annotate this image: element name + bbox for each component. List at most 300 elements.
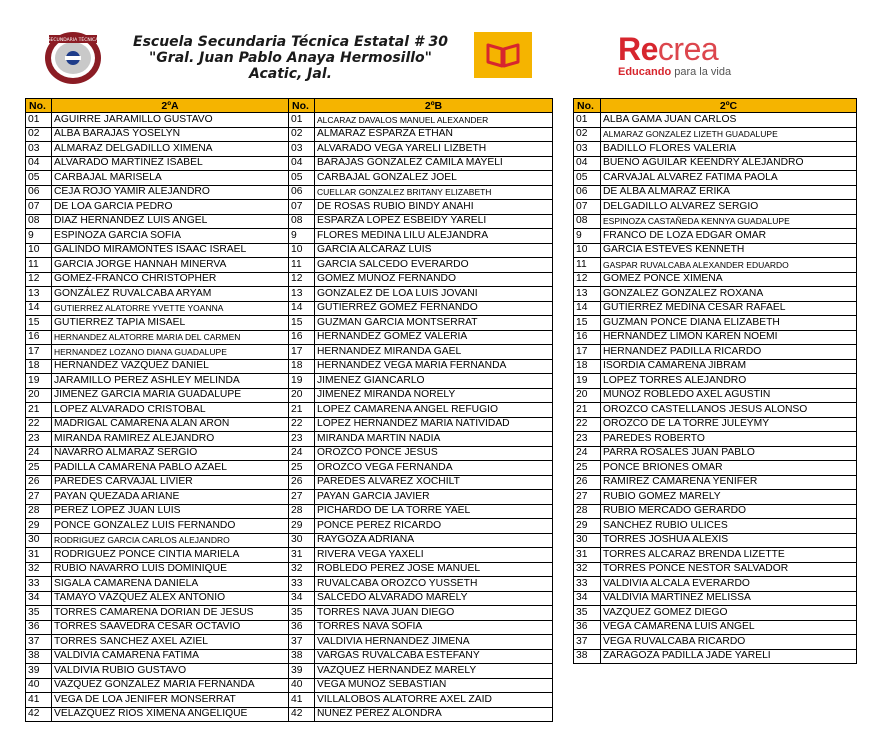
student-name: GUZMAN PONCE DIANA ELIZABETH — [601, 316, 857, 331]
table-row — [289, 606, 553, 621]
student-number: 22 — [26, 417, 52, 432]
student-name: ALCARAZ DAVALOS MANUEL ALEXANDER — [315, 113, 553, 128]
student-number: 36 — [289, 620, 315, 635]
table-row — [289, 272, 553, 287]
student-name: PARRA ROSALES JUAN PABLO — [601, 446, 857, 461]
table-row — [26, 446, 289, 461]
student-name: VALDIVIA MARTINEZ MELISSA — [601, 591, 857, 606]
student-name: CARBAJAL MARISELA — [52, 171, 289, 186]
student-name: ROBLEDO PEREZ JOSE MANUEL — [315, 562, 553, 577]
student-number: 06 — [26, 185, 52, 200]
student-name: GALINDO MIRAMONTES ISAAC ISRAEL — [52, 243, 289, 258]
table-row — [26, 620, 289, 635]
student-number: 12 — [574, 272, 601, 287]
student-name: BARAJAS GONZALEZ CAMILA MAYELI — [315, 156, 553, 171]
table-row — [289, 185, 553, 200]
student-number: 31 — [574, 548, 601, 563]
student-name: VALDIVIA CAMARENA FATIMA — [52, 649, 289, 664]
table-row — [574, 446, 857, 461]
table-row — [289, 649, 553, 664]
student-name: HERNANDEZ LIMON KAREN NOEMI — [601, 330, 857, 345]
table-row — [26, 127, 289, 142]
student-number: 10 — [26, 243, 52, 258]
table-row — [289, 171, 553, 186]
student-number: 25 — [26, 461, 52, 476]
student-name: RUBIO GOMEZ MARELY — [601, 490, 857, 505]
student-number: 24 — [574, 446, 601, 461]
student-name: GUTIERREZ TAPIA MISAEL — [52, 316, 289, 331]
student-number: 07 — [26, 200, 52, 215]
student-name: ALVARADO VEGA YARELI LIZBETH — [315, 142, 553, 157]
table-row — [574, 562, 857, 577]
student-number: 02 — [26, 127, 52, 142]
table-row — [289, 417, 553, 432]
student-name: CARVAJAL ALVAREZ FATIMA PAOLA — [601, 171, 857, 186]
number-column-header: No. — [574, 99, 601, 113]
student-name: FRANCO DE LOZA EDGAR OMAR — [601, 229, 857, 244]
table-row — [289, 475, 553, 490]
table-row — [289, 374, 553, 389]
student-number: 02 — [574, 127, 601, 142]
table-row — [574, 591, 857, 606]
student-number: 33 — [574, 577, 601, 592]
student-name: GONZALEZ DE LOA LUIS JOVANI — [315, 287, 553, 302]
student-name: LOPEZ CAMARENA ANGEL REFUGIO — [315, 403, 553, 418]
student-name: PADILLA CAMARENA PABLO AZAEL — [52, 461, 289, 476]
student-name: GARCIA ESTEVES KENNETH — [601, 243, 857, 258]
student-number: 35 — [26, 606, 52, 621]
student-name: ALBA BARAJAS YOSELYN — [52, 127, 289, 142]
table-row — [289, 504, 553, 519]
student-name: PAYAN GARCIA JAVIER — [315, 490, 553, 505]
table-row — [289, 156, 553, 171]
table-row — [574, 388, 857, 403]
student-number: 28 — [289, 504, 315, 519]
student-name: GARCIA SALCEDO EVERARDO — [315, 258, 553, 273]
student-number: 26 — [574, 475, 601, 490]
student-number: 10 — [574, 243, 601, 258]
student-name: GUTIERREZ ALATORRE YVETTE YOANNA — [52, 301, 289, 316]
student-name: ALMARAZ ESPARZA ETHAN — [315, 127, 553, 142]
table-header-row — [289, 99, 553, 113]
student-name: CARBAJAL GONZALEZ JOEL — [315, 171, 553, 186]
student-name: VALDIVIA RUBIO GUSTAVO — [52, 664, 289, 679]
student-name: NAVARRO ALMARAZ SERGIO — [52, 446, 289, 461]
table-row — [26, 635, 289, 650]
student-name: VEGA DE LOA JENIFER MONSERRAT — [52, 693, 289, 708]
table-row — [289, 301, 553, 316]
table-row — [574, 287, 857, 302]
student-name: HERNANDEZ PADILLA RICARDO — [601, 345, 857, 360]
student-name: RODRIGUEZ GARCIA CARLOS ALEJANDRO — [52, 533, 289, 548]
student-number: 32 — [289, 562, 315, 577]
student-number: 30 — [289, 533, 315, 548]
table-row — [574, 330, 857, 345]
student-number: 08 — [574, 214, 601, 229]
student-number: 36 — [26, 620, 52, 635]
table-row — [289, 229, 553, 244]
table-row — [26, 504, 289, 519]
table-row — [574, 316, 857, 331]
number-column-header: No. — [289, 99, 315, 113]
table-row — [574, 519, 857, 534]
table-row — [26, 475, 289, 490]
student-number: 19 — [26, 374, 52, 389]
student-number: 40 — [289, 678, 315, 693]
student-number: 03 — [26, 142, 52, 157]
table-row — [289, 432, 553, 447]
table-row — [574, 243, 857, 258]
student-number: 23 — [26, 432, 52, 447]
table-row — [26, 359, 289, 374]
student-name: GUTIERREZ MEDINA CESAR RAFAEL — [601, 301, 857, 316]
student-number: 06 — [289, 185, 315, 200]
student-name: TORRES PONCE NESTOR SALVADOR — [601, 562, 857, 577]
table-row — [574, 649, 857, 664]
student-name: ISORDIA CAMARENA JIBRAM — [601, 359, 857, 374]
table-row — [289, 519, 553, 534]
table-row — [289, 707, 553, 722]
student-number: 34 — [26, 591, 52, 606]
student-name: VELAZQUEZ RIOS XIMENA ANGELIQUE — [52, 707, 289, 722]
student-number: 24 — [26, 446, 52, 461]
student-number: 15 — [26, 316, 52, 331]
student-number: 22 — [574, 417, 601, 432]
student-name: PAREDES CARVAJAL LIVIER — [52, 475, 289, 490]
student-number: 21 — [289, 403, 315, 418]
student-name: TAMAYO VÁZQUEZ ALEX ANTONIO — [52, 591, 289, 606]
student-number: 27 — [26, 490, 52, 505]
table-row — [26, 200, 289, 215]
table-row — [289, 490, 553, 505]
table-row — [289, 446, 553, 461]
student-name: VEGA CAMARENA LUIS ANGEL — [601, 620, 857, 635]
student-number: 13 — [289, 287, 315, 302]
student-name: ALBA GAMA JUAN CARLOS — [601, 113, 857, 128]
table-row — [26, 519, 289, 534]
student-number: 38 — [289, 649, 315, 664]
student-name: TORRES NAVA SOFIA — [315, 620, 553, 635]
student-number: 29 — [289, 519, 315, 534]
student-number: 37 — [26, 635, 52, 650]
student-number: 17 — [289, 345, 315, 360]
student-number: 17 — [574, 345, 601, 360]
student-number: 38 — [26, 649, 52, 664]
student-name: SANCHEZ RUBIO ULICES — [601, 519, 857, 534]
student-number: 01 — [289, 113, 315, 128]
student-name: GARCIA ALCARAZ LUIS — [315, 243, 553, 258]
table-row — [574, 359, 857, 374]
table-row — [26, 316, 289, 331]
book-icon — [474, 32, 532, 78]
table-row — [574, 142, 857, 157]
student-number: 39 — [289, 664, 315, 679]
table-row — [26, 113, 289, 128]
student-name: RUBIO NAVARRO LUIS DOMINIQUE — [52, 562, 289, 577]
student-number: 03 — [289, 142, 315, 157]
table-row — [26, 287, 289, 302]
student-number: 12 — [26, 272, 52, 287]
school-heading — [118, 34, 463, 82]
student-name: GOMEZ MUÑOZ FERNANDO — [315, 272, 553, 287]
student-name: DE ALBA ALMARAZ ERIKA — [601, 185, 857, 200]
group-2a-table — [25, 98, 289, 722]
group-2b-table — [288, 98, 553, 722]
student-number: 25 — [289, 461, 315, 476]
table-row — [26, 533, 289, 548]
table-row — [26, 678, 289, 693]
student-name: AGUIRRE JARAMILLO GUSTAVO — [52, 113, 289, 128]
student-number: 21 — [26, 403, 52, 418]
table-row — [289, 214, 553, 229]
student-number: 14 — [289, 301, 315, 316]
student-name: DE LOA GARCIA PEDRO — [52, 200, 289, 215]
student-number: 26 — [289, 475, 315, 490]
table-row — [26, 330, 289, 345]
brand-tagline: Educando para la vida — [618, 66, 732, 78]
table-row — [289, 577, 553, 592]
student-name: TORRES ALCARAZ BRENDA LIZETTE — [601, 548, 857, 563]
student-name: HERNANDEZ ALATORRE MARIA DEL CARMEN — [52, 330, 289, 345]
student-number: 12 — [289, 272, 315, 287]
student-number: 37 — [289, 635, 315, 650]
student-name: OROZCO CASTELLANOS JESUS ALONSO — [601, 403, 857, 418]
student-name: VALDIVIA HERNANDEZ JIMENA — [315, 635, 553, 650]
table-row — [574, 200, 857, 215]
seal-text: SECUNDARIA TÉCNICA — [47, 38, 99, 43]
student-name: JIMENEZ MIRANDA NORELY — [315, 388, 553, 403]
table-row — [574, 258, 857, 273]
student-name: GONZALEZ GONZALEZ ROXANA — [601, 287, 857, 302]
table-row — [574, 214, 857, 229]
table-row — [26, 591, 289, 606]
school-location: Acatic, Jal. — [249, 66, 332, 82]
student-name: LOPEZ HERNANDEZ MARIA NATIVIDAD — [315, 417, 553, 432]
student-number: 18 — [574, 359, 601, 374]
table-row — [289, 678, 553, 693]
student-name: TORRES SANCHEZ AXEL AZIEL — [52, 635, 289, 650]
student-name: VALDIVIA ALCALA EVERARDO — [601, 577, 857, 592]
table-row — [289, 388, 553, 403]
student-name: JIMENEZ GARCIA MARIA GUADALUPE — [52, 388, 289, 403]
table-row — [26, 156, 289, 171]
table-row — [26, 649, 289, 664]
table-row — [289, 113, 553, 128]
student-number: 18 — [26, 359, 52, 374]
number-column-header: No. — [26, 99, 52, 113]
student-name: ALMARAZ DELGADILLO XIMENA — [52, 142, 289, 157]
table-row — [289, 330, 553, 345]
student-number: 02 — [289, 127, 315, 142]
table-row — [26, 374, 289, 389]
table-row — [574, 374, 857, 389]
table-row — [289, 461, 553, 476]
student-name: GOMEZ-FRANCO CHRISTOPHER — [52, 272, 289, 287]
table-row — [574, 620, 857, 635]
table-row — [26, 403, 289, 418]
student-name: PICHARDO DE LA TORRE YAEL — [315, 504, 553, 519]
student-name: MIRANDA MARTIN NADIA — [315, 432, 553, 447]
table-row — [26, 243, 289, 258]
student-number: 29 — [26, 519, 52, 534]
student-name: ESPINOZA CASTAÑEDA KENNYA GUADALUPE — [601, 214, 857, 229]
table-row — [26, 142, 289, 157]
student-number: 06 — [574, 185, 601, 200]
student-name: RODRIGUEZ PONCE CINTIA MARIELA — [52, 548, 289, 563]
student-number: 14 — [26, 301, 52, 316]
student-number: 42 — [289, 707, 315, 722]
student-name: ALMARAZ GONZALEZ LIZETH GUADALUPE — [601, 127, 857, 142]
student-name: JIMENEZ GIANCARLO — [315, 374, 553, 389]
student-number: 29 — [574, 519, 601, 534]
student-number: 28 — [26, 504, 52, 519]
student-name: ESPARZA LOPEZ ESBEIDY YARELI — [315, 214, 553, 229]
student-number: 20 — [289, 388, 315, 403]
student-name: RAYGOZA ADRIANA — [315, 533, 553, 548]
brand-wordmark: Recrea — [618, 31, 719, 67]
student-name: GARCIA JORGE HANNAH MINERVA — [52, 258, 289, 273]
student-number: 37 — [574, 635, 601, 650]
student-number: 31 — [26, 548, 52, 563]
student-name: RIVERA VEGA YAXELI — [315, 548, 553, 563]
student-name: NUÑEZ PÉREZ ALONDRA — [315, 707, 553, 722]
student-number: 15 — [289, 316, 315, 331]
student-number: 25 — [574, 461, 601, 476]
table-row — [289, 345, 553, 360]
table-row — [574, 548, 857, 563]
student-number: 19 — [574, 374, 601, 389]
student-number: 36 — [574, 620, 601, 635]
student-name: PAREDES ROBERTO — [601, 432, 857, 447]
student-number: 23 — [574, 432, 601, 447]
table-row — [26, 214, 289, 229]
student-name: TORRES CAMARENA DORIAN DE JESUS — [52, 606, 289, 621]
table-row — [574, 345, 857, 360]
table-row — [26, 707, 289, 722]
student-name: VARGAS RUVALCABA ESTEFANY — [315, 649, 553, 664]
student-name: GUZMAN GARCIA MONTSERRAT — [315, 316, 553, 331]
table-row — [289, 359, 553, 374]
student-name: RUBIO MERCADO GERARDO — [601, 504, 857, 519]
student-name: PAREDES ALVAREZ XOCHILT — [315, 475, 553, 490]
table-row — [574, 185, 857, 200]
student-number: 04 — [289, 156, 315, 171]
table-header-row — [574, 99, 857, 113]
table-row — [289, 562, 553, 577]
student-number: 40 — [26, 678, 52, 693]
table-row — [574, 171, 857, 186]
student-name: PONCE GONZALEZ LUIS FERNANDO — [52, 519, 289, 534]
student-number: 33 — [26, 577, 52, 592]
table-row — [26, 606, 289, 621]
student-name: GUTIERREZ GOMEZ FERNANDO — [315, 301, 553, 316]
table-header-row — [26, 99, 289, 113]
table-row — [574, 432, 857, 447]
table-row — [289, 403, 553, 418]
table-row — [26, 258, 289, 273]
table-row — [289, 200, 553, 215]
student-number: 9 — [574, 229, 601, 244]
table-row — [574, 403, 857, 418]
student-number: 21 — [574, 403, 601, 418]
table-row — [574, 272, 857, 287]
student-number: 01 — [574, 113, 601, 128]
student-number: 11 — [289, 258, 315, 273]
student-name: MADRIGAL CAMARENA ALAN ARON — [52, 417, 289, 432]
student-name: ZARAGOZA PADILLA JADE YARELI — [601, 649, 857, 664]
table-row — [26, 548, 289, 563]
student-number: 11 — [26, 258, 52, 273]
student-name: HERNANDEZ MIRANDA GAEL — [315, 345, 553, 360]
student-number: 30 — [26, 533, 52, 548]
table-row — [574, 577, 857, 592]
student-name: DE ROSAS RUBIO BINDY ANAHI — [315, 200, 553, 215]
student-name: TORRES NAVA JUAN DIEGO — [315, 606, 553, 621]
student-name: MUÑOZ ROBLEDO AXEL AGUSTIN — [601, 388, 857, 403]
student-number: 19 — [289, 374, 315, 389]
student-name: PEREZ LOPEZ JUAN LUIS — [52, 504, 289, 519]
student-name: LOPEZ ALVARADO CRISTOBAL — [52, 403, 289, 418]
student-number: 32 — [574, 562, 601, 577]
table-row — [26, 664, 289, 679]
table-row — [574, 635, 857, 650]
table-row — [26, 171, 289, 186]
student-number: 27 — [289, 490, 315, 505]
student-number: 33 — [289, 577, 315, 592]
student-name: TORRES JOSHUA ALEXIS — [601, 533, 857, 548]
table-row — [26, 417, 289, 432]
student-name: OROZCO PONCE JESUS — [315, 446, 553, 461]
student-number: 04 — [26, 156, 52, 171]
table-row — [574, 156, 857, 171]
table-row — [289, 316, 553, 331]
student-name: GONZÁLEZ RUVALCABA ARYAM — [52, 287, 289, 302]
student-number: 17 — [26, 345, 52, 360]
student-number: 16 — [574, 330, 601, 345]
table-row — [574, 229, 857, 244]
student-number: 16 — [26, 330, 52, 345]
table-row — [574, 127, 857, 142]
student-name: LOPEZ TORRES ALEJANDRO — [601, 374, 857, 389]
student-name: GOMEZ PONCE XIMENA — [601, 272, 857, 287]
group-title: 2ºA — [52, 99, 289, 113]
table-row — [26, 345, 289, 360]
table-row — [26, 388, 289, 403]
table-row — [26, 185, 289, 200]
table-row — [26, 301, 289, 316]
student-name: VEGA MUÑOZ SEBASTIAN — [315, 678, 553, 693]
student-number: 05 — [574, 171, 601, 186]
group-title: 2ºC — [601, 99, 857, 113]
student-name: ALVARADO MARTINEZ ISABEL — [52, 156, 289, 171]
recrea-brand-logo — [618, 33, 768, 81]
student-number: 05 — [26, 171, 52, 186]
student-number: 9 — [26, 229, 52, 244]
student-number: 16 — [289, 330, 315, 345]
student-name: TORRES SAAVEDRA CESAR OCTAVIO — [52, 620, 289, 635]
student-name: VILLALOBOS ALATORRE AXEL ZAID — [315, 693, 553, 708]
table-row — [574, 301, 857, 316]
student-number: 03 — [574, 142, 601, 157]
student-name: HERNANDEZ GOMEZ VALERIA — [315, 330, 553, 345]
table-row — [574, 606, 857, 621]
student-number: 05 — [289, 171, 315, 186]
student-name: RUVALCABA OROZCO YUSSETH — [315, 577, 553, 592]
student-number: 07 — [289, 200, 315, 215]
student-number: 30 — [574, 533, 601, 548]
student-number: 41 — [26, 693, 52, 708]
student-name: OROZCO VEGA FERNANDA — [315, 461, 553, 476]
